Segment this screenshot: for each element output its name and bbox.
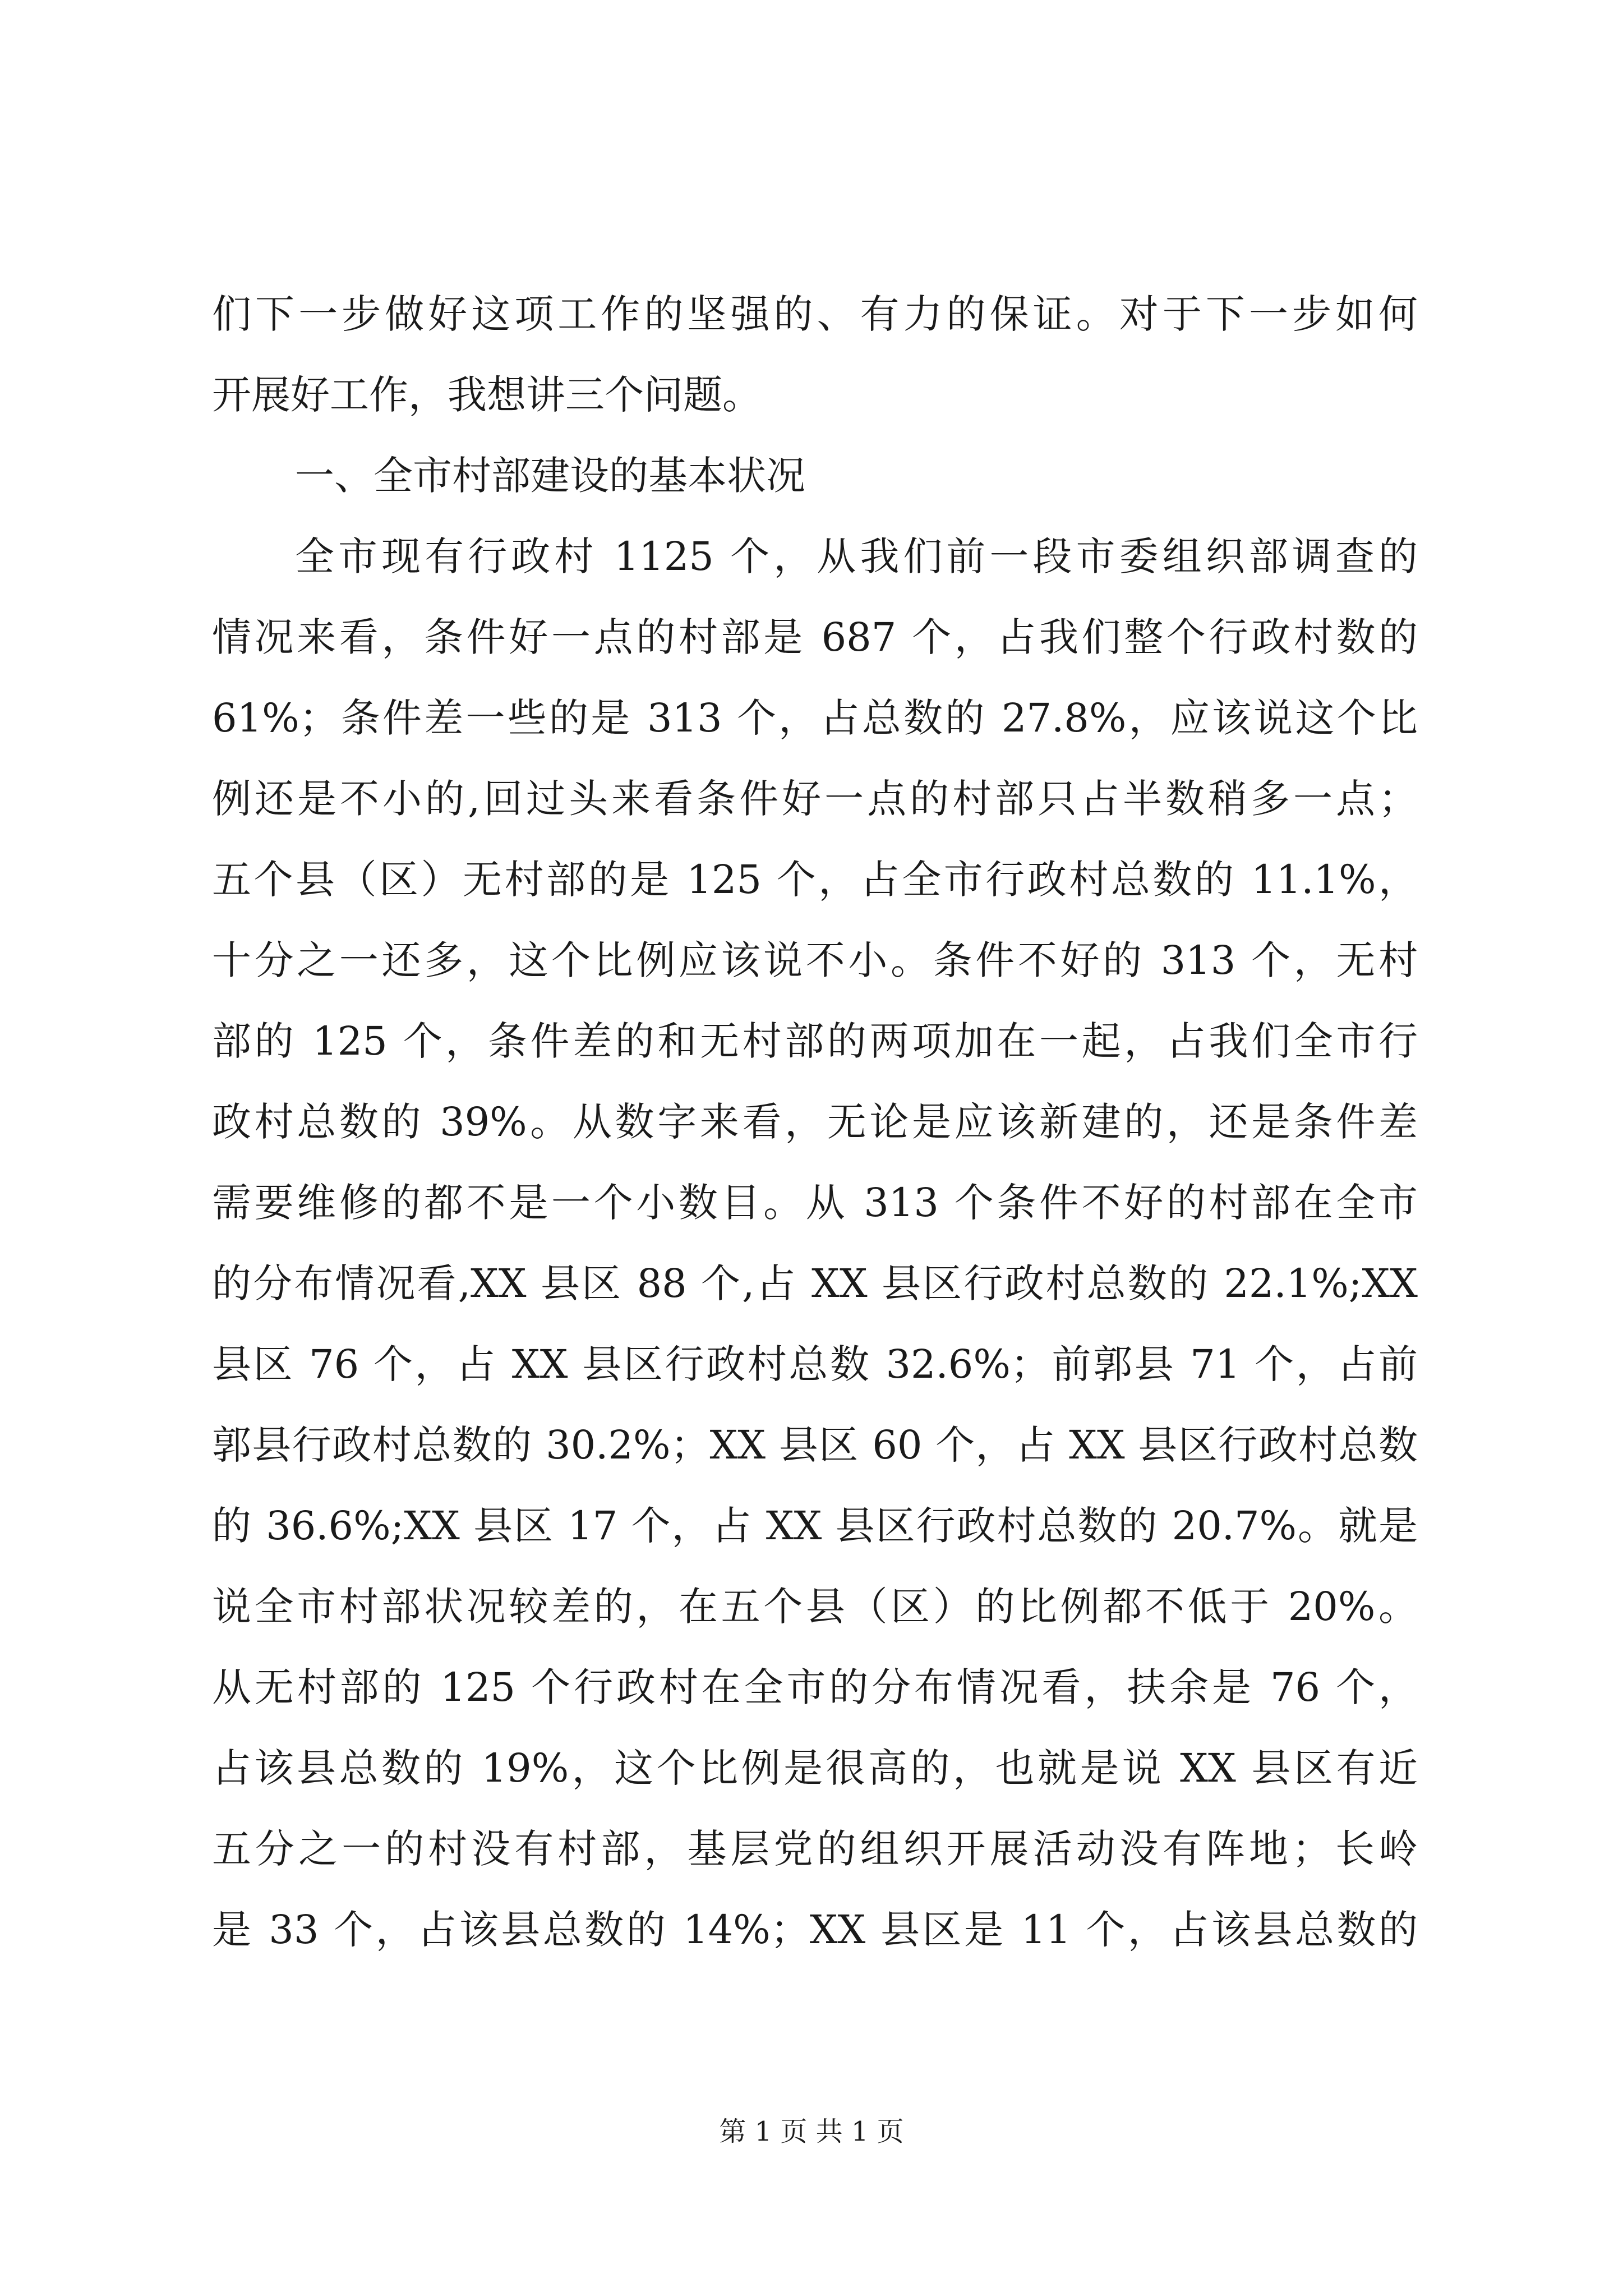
document-body [212,274,1418,1970]
text-line: 部的 125 个，条件差的和无村部的两项加在一起，占我们全市行 [212,1018,1418,1064]
text-line: 61%；条件差一些的是 313 个，占总数的 27.8%，应该说这个比 [212,695,1418,741]
page-footer: 第 1 页 共 1 页 [719,2116,904,2147]
text-line: 十分之一还多，这个比例应该说不小。条件不好的 313 个，无村 [212,937,1418,983]
text-line: 是 33 个，占该县总数的 14%；XX 县区是 11 个，占该县总数的 [212,1907,1418,1953]
text-line: 例还是不小的,回过头来看条件好一点的村部只占半数稍多一点； [212,776,1418,822]
text-line: 的 36.6%;XX 县区 17 个，占 XX 县区行政村总数的 20.7%。就是 [212,1503,1418,1549]
text-line: 郭县行政村总数的 30.2%；XX 县区 60 个，占 XX 县区行政村总数 [212,1422,1418,1468]
section-heading: 一、全市村部建设的基本状况 [295,453,805,499]
text-line: 县区 76 个，占 XX 县区行政村总数 32.6%；前郭县 71 个，占前 [212,1341,1418,1387]
text-line: 政村总数的 39%。从数字来看，无论是应该新建的，还是条件差 [212,1099,1418,1145]
text-line: 情况来看，条件好一点的村部是 687 个，占我们整个行政村数的 [212,614,1418,660]
text-line: 的分布情况看,XX 县区 88 个,占 XX 县区行政村总数的 22.1%;XX [212,1260,1418,1306]
text-line: 说全市村部状况较差的，在五个县（区）的比例都不低于 20%。 [212,1584,1418,1630]
text-line: 从无村部的 125 个行政村在全市的分布情况看，扶余是 76 个， [212,1664,1418,1710]
text-line: 五分之一的村没有村部，基层党的组织开展活动没有阵地；长岭 [212,1826,1418,1872]
text-line: 开展好工作，我想讲三个问题。 [212,372,762,418]
text-line: 需要维修的都不是一个小数目。从 313 个条件不好的村部在全市 [212,1180,1418,1226]
text-line: 全市现有行政村 1125 个，从我们前一段市委组织部调查的 [295,533,1418,579]
text-line: 们下一步做好这项工作的坚强的、有力的保证。对于下一步如何 [212,291,1418,337]
text-line: 占该县总数的 19%，这个比例是很高的，也就是说 XX 县区有近 [212,1745,1418,1791]
text-line: 五个县（区）无村部的是 125 个，占全市行政村总数的 11.1%， [212,857,1418,903]
